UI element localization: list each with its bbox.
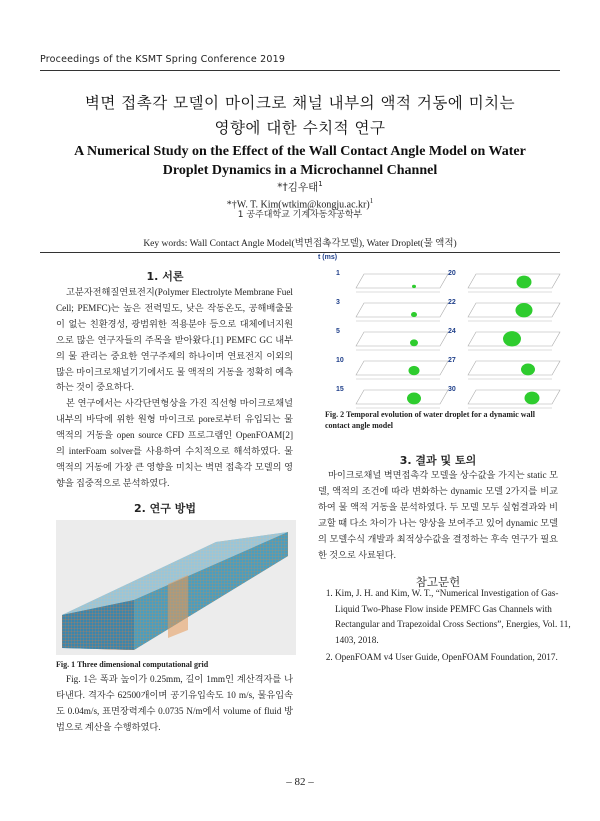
channel-outline [356,390,448,404]
fig2-panel-right-1 [446,295,562,323]
channel-outline [356,303,448,317]
fig2-channel [466,353,562,381]
fig2-time-label: 22 [448,299,456,306]
water-droplet [410,339,418,346]
channel-outline [468,303,560,317]
english-title-line1: A Numerical Study on the Effect of the Wall Contact Angle Model on Water [74,144,526,159]
fig2-panel-right-2 [446,324,562,352]
english-title-line2: Droplet Dynamics in a Microchannel Channel [162,163,438,178]
pore-region [168,575,188,638]
fig2-time-label: 5 [336,328,340,335]
fig2-channel [466,382,562,410]
channel-outline [468,390,560,404]
fig2-time-label: 15 [336,386,344,393]
time-axis-label: t (ms) [318,254,338,261]
reference-item: 1. Kim, J. H. and Kim, W. T., “Numerical Investigation of Gas-Liquid Two-Phase Flow inside PEMFC Gas Channels with Rectangular and Trapezoidal Cross Sections”, Energies, Vol. 11, 1403, 2018. [335,586,575,648]
fig2-channel [354,324,450,352]
method-heading: 2. 연구 방법 [134,502,196,515]
intro-paragraph-2: 본 연구에서는 사각단면형상을 가진 직선형 마이크로채널 내부의 바닥에 위한 원형 마이크로 pore로부터 유입되는 물 액적의 거동을 open source CFD 프로그램인 OpenFOAM[2]의 interFoam solver를 사용하여 수치적으로 해석하였다. 물 액적의 거동에 가장 큰 영향을 미치는 벽면 접촉각 모델의 영향을 집중적으로 분석하였다. [56,398,293,488]
fig2-panel-left-2 [334,324,450,352]
water-droplet [525,392,540,405]
fig2-time-label: 30 [448,386,456,393]
fig2-channel [466,324,562,352]
water-droplet [521,363,535,375]
keywords: Key words: Wall Contact Angle Model(벽면접촉각모델), Water Droplet(물 액적) [143,239,457,249]
affiliation: 1 공주대학교 기계자동차공학부 [237,210,363,220]
fig2-channel [354,266,450,294]
fig2-time-label: 27 [448,357,456,364]
korean-title-line2: 영향에 대한 수치적 연구 [214,119,386,137]
fig2-channel [466,295,562,323]
fig2-panel-left-0 [334,266,450,294]
water-droplet [516,303,533,317]
water-droplet [503,331,521,346]
water-droplet [517,276,532,289]
method-text [56,672,293,736]
fig2-caption: Fig. 2 Temporal evolution of water droplet for a dynamic wall contact angle model [325,410,535,430]
water-droplet [407,392,421,404]
channel-outline [468,361,560,375]
fig2-time-label: 3 [336,299,340,306]
fig1-caption: Fig. 1 Three dimensional computational grid [56,660,209,669]
intro-paragraph-1: 고분자전해질연료전지(Polymer Electrolyte Membrane Fuel Cell; PEMFC)는 높은 전력밀도, 낮은 작동온도, 공해배출물이 없는 친환경성, 광범위한 적용분야 등으로 대체에너지원으로 많은 연구자들의 주목을 받아왔다.[1] PEMFC GC 내부의 물 관리는 중요한 연구주제의 하나이며 연료전지 이외의 많은 마이크로채널기기에서도 물 액적의 거동을 정확히 예측하는 것이 중요하다. [56,287,293,393]
intro-text [56,285,293,492]
author-korean: *†김우태$^1$ [277,180,323,194]
proceedings-header: Proceedings of the KSMT Spring Conference 2019 [40,54,286,65]
fig2-panel-right-3 [446,353,562,381]
page-number: – 82 – [286,776,314,788]
channel-outline [356,332,448,346]
water-droplet [412,285,416,288]
fig1-grid-figure [56,520,296,655]
fig2-panel-left-4 [334,382,450,410]
fig2-panel-left-1 [334,295,450,323]
water-droplet [409,366,420,375]
fig2-channel [354,295,450,323]
intro-heading: 1. 서론 [146,270,184,283]
results-text [318,468,558,563]
keywords-rule [40,252,560,253]
results-paragraph: 마이크로채널 벽면접촉각 모델을 상수값을 가지는 static 모델, 액적의 조건에 따라 변화하는 dynamic 모델 2가지를 비교하여 물 액적 거동을 분석하였다. 두 모델 모두 실험결과와 비교할 때 다소 차이가 나는 양상을 보여주고 있어 dynamic 모델의 모델수식 개발과 최적상수값을 결정하는 후속 연구가 필요한 것으로 사료된다. [318,470,558,560]
author-english: *†W. T. Kim(wtkim@kongju.ac.kr)$^1$ [226,197,374,211]
fig2-channel [354,382,450,410]
reference-item: 2. OpenFOAM v4 User Guide, OpenFOAM Foundation, 2017. [335,650,575,666]
fig2-channel [466,266,562,294]
channel-outline [468,274,560,288]
fig2-panel-left-3 [334,353,450,381]
water-droplet [411,312,417,317]
fig2-time-label: 1 [336,270,340,277]
channel-outline [356,274,448,288]
header-rule [40,70,560,71]
results-heading: 3. 결과 및 토의 [399,454,477,467]
fig2-panel-right-0 [446,266,562,294]
korean-title-line1: 벽면 접촉각 모델이 마이크로 채널 내부의 액적 거동에 미치는 [84,94,516,112]
references-heading: 참고문헌 [415,575,461,589]
fig2-channel [354,353,450,381]
channel-outline [356,361,448,375]
fig2-time-label: 10 [336,357,344,364]
references-list [318,586,575,668]
fig2-panel-right-4 [446,382,562,410]
fig2-time-label: 24 [448,328,456,335]
fig2-time-label: 20 [448,270,456,277]
fig2-figure [316,254,552,404]
method-paragraph: Fig. 1은 폭과 높이가 0.25mm, 길이 1mm인 계산격자를 나타낸다. 격자수 62500개이며 공기유입속도 10 m/s, 물유입속도 0.04m/s, 표면장력계수 0.0735 N/m에서 volume of fluid 방법으로 계산을 수행하였다. [56,674,293,732]
